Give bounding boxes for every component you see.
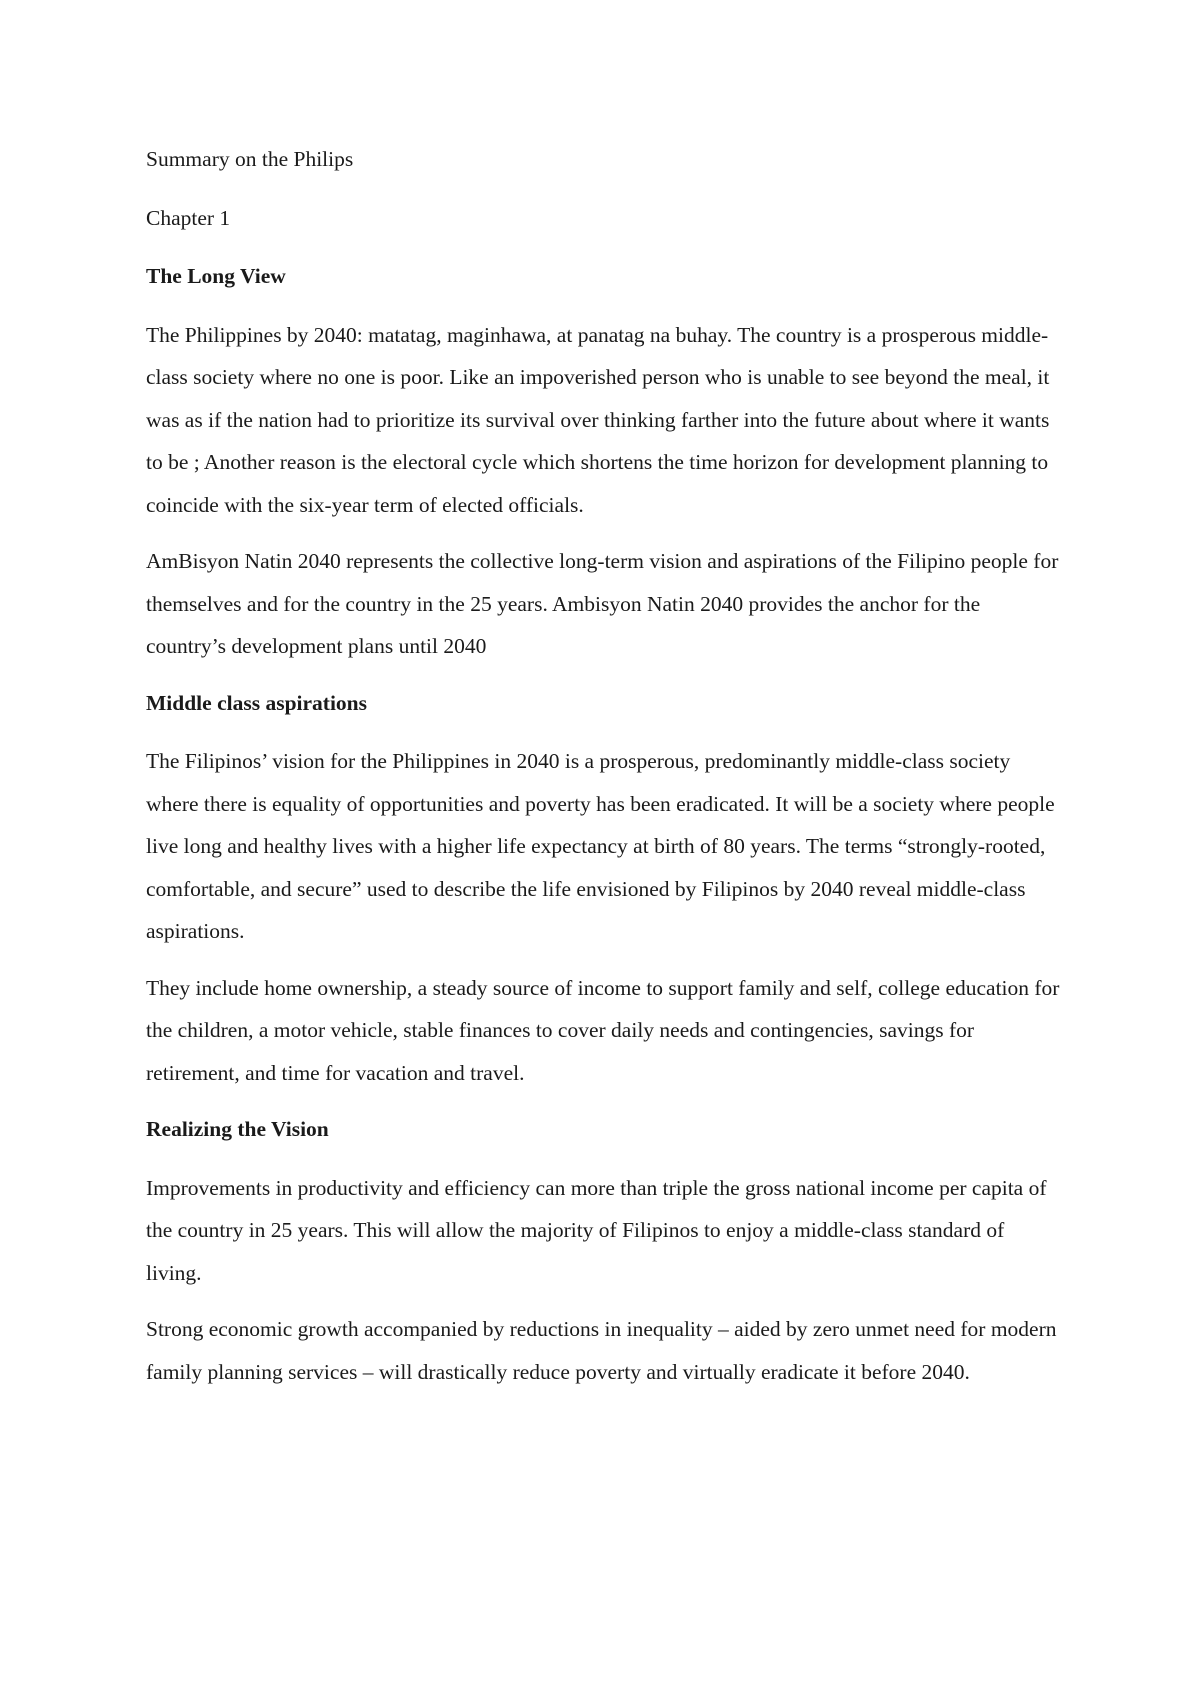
body-paragraph: Improvements in productivity and efficiency can more than triple the gross national income per capita of the country in 25 years. This will allow the majority of Filipinos to enjoy a middle-class standard of living. — [146, 1175, 1047, 1285]
section-realizing-the-vision — [146, 1108, 1060, 1393]
body-paragraph: They include home ownership, a steady source of income to support family and self, college education for the children, a motor vehicle, stable finances to cover daily needs and contingencies, savings for retirement, and time for vacation and travel. — [146, 975, 1060, 1085]
section-heading: Middle class aspirations — [146, 690, 367, 715]
body-paragraph: The Philippines by 2040: matatag, maginhawa, at panatag na buhay. The country is a prosperous middle-class society where no one is poor. Like an impoverished person who is unable to see beyond the meal, it was as if the nation had to prioritize its survival over thinking farther into the future about where it wants to be ; Another reason is the electoral cycle which shortens the time horizon for development planning to coincide with the six-year term of elected officials. — [146, 322, 1050, 517]
section-middle-class-aspirations — [146, 682, 1060, 1095]
section-long-view — [146, 255, 1060, 668]
section-heading: The Long View — [146, 264, 286, 288]
body-paragraph: The Filipinos’ vision for the Philippines in 2040 is a prosperous, predominantly middle-class society where there is equality of opportunities and poverty has been eradicated. It will be a society where people live long and healthy lives with a higher life expectancy at birth of 80 years. The terms “strongly-rooted, comfortable, and secure” used to describe the life envisioned by Filipinos by 2040 reveal middle-class aspirations. — [146, 749, 1055, 943]
chapter-label: Chapter 1 — [146, 205, 231, 230]
body-paragraph: Strong economic growth accompanied by reductions in inequality – aided by zero unmet need for modern family planning services – will drastically reduce poverty and virtually eradicate it before 2040. — [146, 1317, 1057, 1384]
section-heading: Realizing the Vision — [146, 1117, 329, 1141]
body-paragraph: AmBisyon Natin 2040 represents the collective long-term vision and aspirations of the Filipino people for themselves and for the country in the 25 years. Ambisyon Natin 2040 provides the anchor for the country’s development plans until 2040 — [146, 549, 1059, 658]
document-title: Summary on the Philips — [146, 147, 354, 171]
